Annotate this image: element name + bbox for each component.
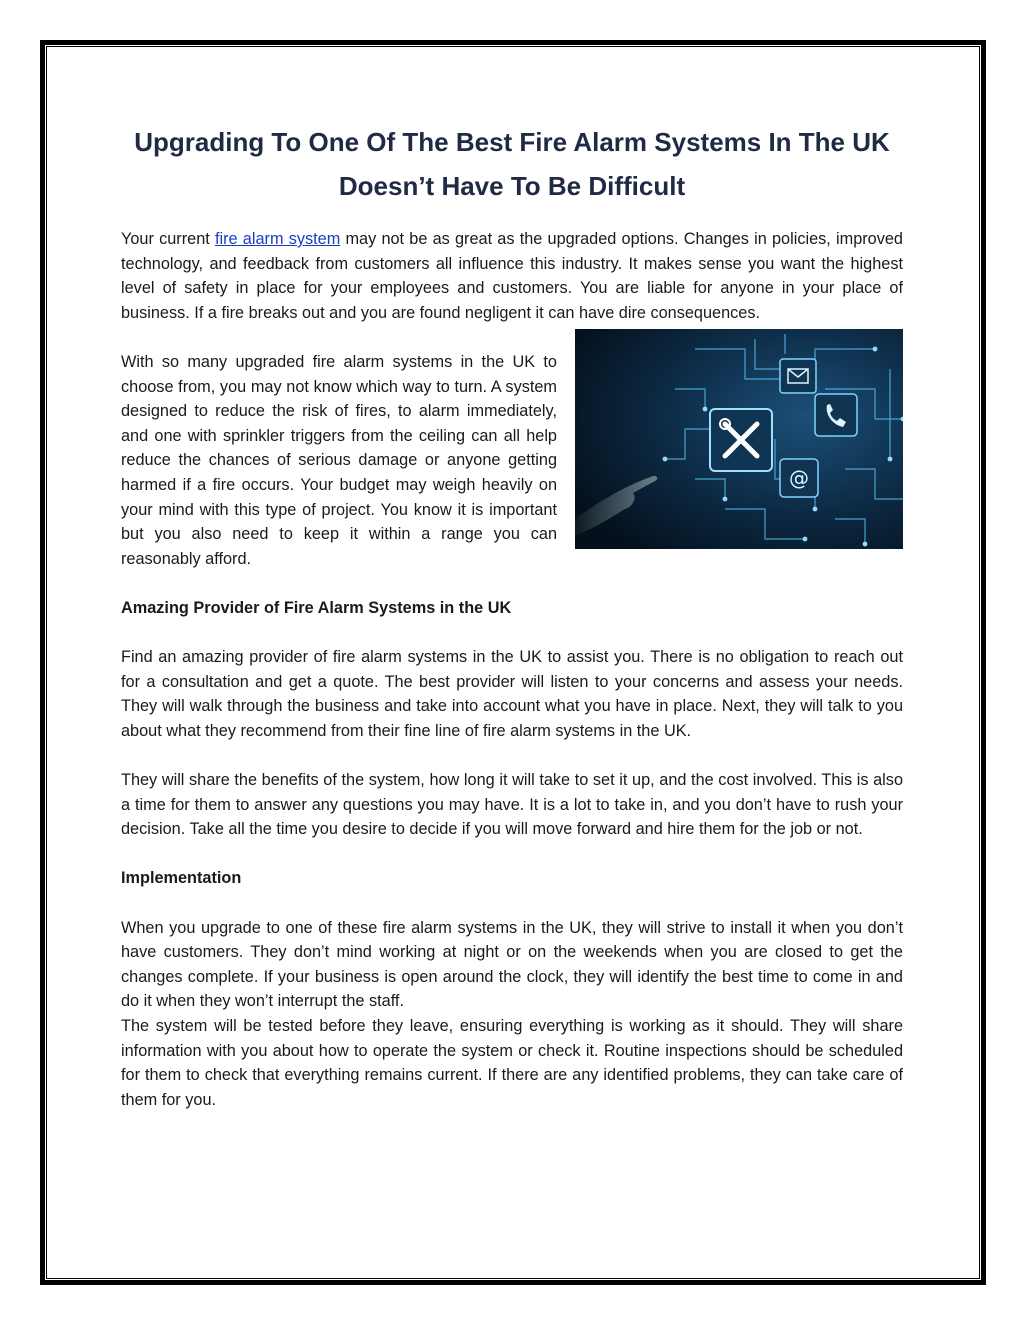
section-heading-implementation: Implementation [121,869,242,888]
mail-icon [780,359,816,393]
paragraph-spacer [121,891,903,916]
at-sign-icon [780,459,818,497]
fire-alarm-system-link[interactable]: fire alarm system [214,230,341,248]
paragraph-spacer [121,621,903,646]
paragraph-spacer [121,571,903,596]
paragraph-spacer [121,842,903,867]
provider-paragraph: Find an amazing provider of fire alarm systems in the UK to assist you. There is no obligation to reach out for a consultation and get a quote. The best provider will listen to your concerns and assess your needs. They will walk through the business and take into account what you have in place. Next, they will talk to you about what they recommend from their fine line of fire alarm systems in the UK. [121,648,903,740]
budget-paragraph: With so many upgraded fire alarm systems in the UK to choose from, you may not know which way to turn. A system designed to reduce the risk of fires, to alarm immediately, and one with sprinkler triggers from the ceiling can all help reduce the chances of serious damage or anyone getting harmed if a fire occurs. Your budget may weigh heavily on your mind with this type of project. You know it is important but you also need to keep it within a range you can reasonably afford. [121,352,557,568]
intro-paragraph [121,227,903,325]
page-title [121,120,903,208]
title-line-1: Upgrading To One Of The Best Fire Alarm Systems In The UK [134,127,890,157]
title-line-2: Doesn’t Have To Be Difficult [338,171,686,201]
svg-text:@: @ [789,466,809,491]
testing-paragraph: The system will be tested before they leave, ensuring everything is working as it should. They will share information with you about how to operate the system or check it. Routine inspections should be scheduled for them to check that everything remains current. If there are any identified problems, they can take care of them for you. [121,1017,903,1109]
benefits-paragraph: They will share the benefits of the system, how long it will take to set it up, and the cost involved. This is also a time for them to answer any questions you may have. It is a lot to take in, and you don’t have to rush your decision. Take all the time you desire to decide if you will move forward and hire them for the job or not. [121,771,903,839]
wrench-screwdriver-icon [710,409,772,471]
intro-text-after-link: may not be as great as the upgraded options. Changes in policies, improved technology, and feedback from customers all influence this industry. It makes sense you want the highest level of safety in place for your employees and customers. You are liable for anyone in your place of business. If a fire breaks out and you are found negligent it can have dire consequences. [121,230,903,322]
paragraph-spacer [121,743,903,768]
implementation-paragraph: When you upgrade to one of these fire alarm systems in the UK, they will strive to install it when you don’t have customers. They don’t mind working at night or on the weekends when you are closed to get the changes complete. If your business is open around the clock, they will identify the best time to come in and do it when they won’t interrupt the staff. [121,918,903,1011]
section-heading-provider: Amazing Provider of Fire Alarm Systems in the UK [121,598,512,617]
document-body [121,120,903,1112]
intro-text-before-link: Your current [121,230,215,248]
circuit-technology-image [575,329,903,549]
phone-icon [815,394,857,436]
